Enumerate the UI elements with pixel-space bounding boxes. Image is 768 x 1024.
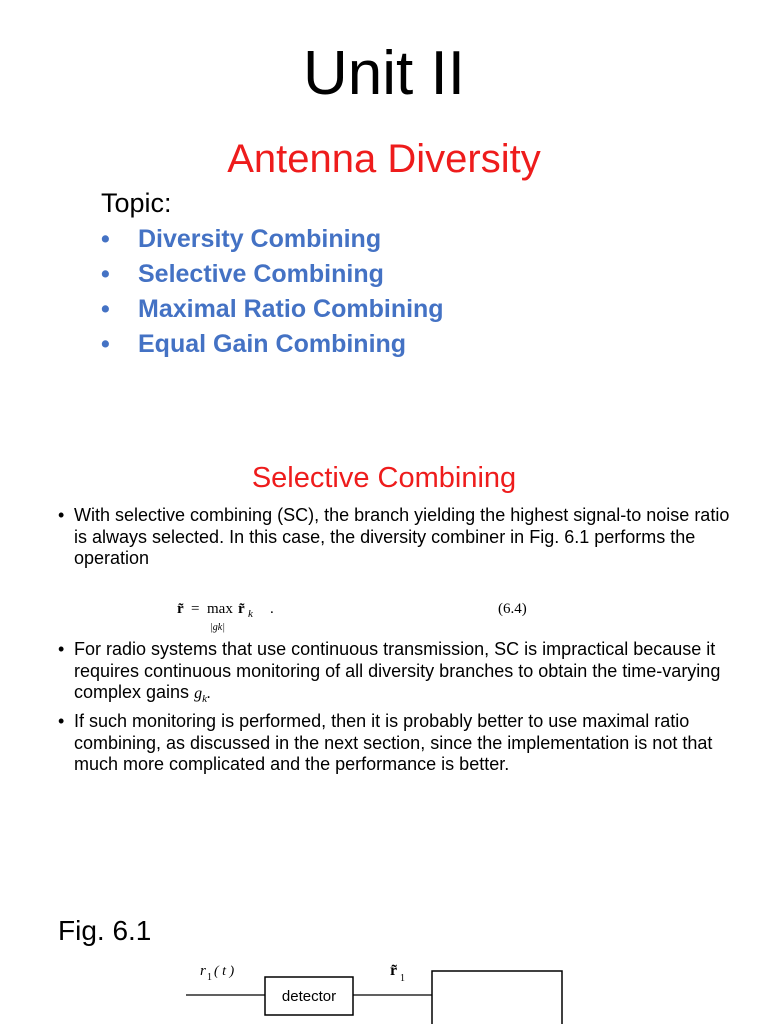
input-signal-label: r	[200, 963, 206, 979]
topic-text: Maximal Ratio Combining	[138, 295, 444, 323]
equation-rhs-subscript: k	[248, 608, 253, 620]
topic-list	[101, 222, 444, 362]
output-signal-subscript: 1	[400, 973, 405, 984]
bullet-text: If such monitoring is performed, then it is probably better to use maximal ratio combining, as discussed in the next section, since the implementation is not that much more complicated and the performance is better.	[74, 711, 713, 774]
slide-subtitle: Antenna Diversity	[227, 137, 541, 181]
list-item	[58, 639, 740, 711]
block-diagram	[180, 955, 660, 1024]
combiner-box	[432, 971, 562, 1024]
bullet-icon: •	[101, 330, 110, 358]
equation-trail: .	[270, 601, 274, 617]
topic-text: Diversity Combining	[138, 225, 382, 253]
figure-label: Fig. 6.1	[58, 915, 152, 946]
bullet-icon: •	[101, 225, 110, 253]
bullet-text: With selective combining (SC), the branch yielding the highest signal-to noise ratio is always selected. In this case, the diversity combiner in Fig. 6.1 performs the operation	[74, 505, 730, 568]
topic-text: Selective Combining	[138, 260, 384, 288]
bullet-text: For radio systems that use continuous transmission, SC is impractical because it requires continuous monitoring of all diversity branches to obtain the time-varying complex gains	[74, 639, 721, 702]
section-title: Selective Combining	[251, 462, 517, 494]
list-item	[58, 711, 740, 776]
list-item	[101, 257, 444, 292]
page-title: Unit II	[303, 39, 465, 108]
topic-text: Equal Gain Combining	[138, 330, 407, 358]
equation-lhs: r̃	[177, 601, 184, 617]
gain-symbol: $g_k$.	[194, 685, 211, 706]
bullet-icon: •	[101, 260, 110, 288]
input-signal-subscript: 1	[207, 972, 212, 983]
output-signal-label: r̃	[390, 962, 398, 979]
equation-max-subscript: |gk|	[210, 622, 225, 633]
topic-label: Topic:	[101, 188, 172, 218]
list-item	[101, 292, 444, 327]
list-item	[58, 505, 740, 570]
bullet-icon: •	[58, 505, 65, 525]
bullet-icon: •	[101, 295, 110, 323]
equation-6-4	[175, 597, 560, 637]
list-item	[101, 327, 444, 362]
bullet-icon: •	[58, 639, 65, 659]
detector-label: detector	[281, 988, 337, 1005]
equation-number: (6.4)	[498, 601, 527, 617]
input-signal-arg: ( t )	[214, 964, 235, 979]
equation-max: max	[207, 601, 233, 617]
list-item	[101, 222, 444, 257]
equation-rhs: r̃	[238, 601, 245, 617]
equation-equals: =	[191, 601, 200, 617]
bullet-icon: •	[58, 711, 65, 731]
